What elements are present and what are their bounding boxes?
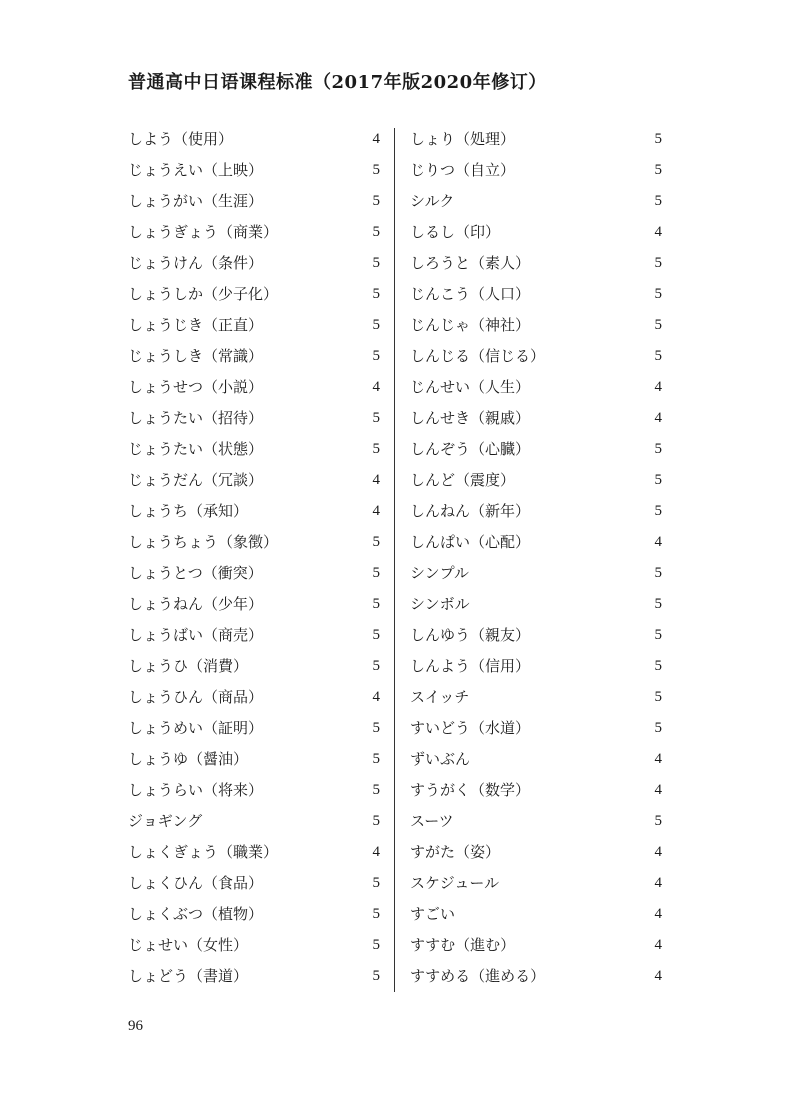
- vocab-row: [128, 527, 380, 558]
- vocab-row: [410, 837, 662, 868]
- vocab-row: [410, 713, 662, 744]
- vocab-term: すいどう（水道）: [410, 719, 531, 737]
- vocab-level: 5: [372, 658, 380, 674]
- vocab-row: [410, 248, 662, 279]
- vocab-level: 5: [654, 565, 662, 581]
- vocab-row: [128, 496, 380, 527]
- vocab-level: 4: [654, 410, 662, 426]
- vocab-level: 5: [372, 255, 380, 271]
- vocab-term: しるし（印）: [410, 223, 501, 241]
- vocab-term: しょうひん（商品）: [128, 688, 264, 706]
- vocab-level: 4: [654, 937, 662, 953]
- vocab-level: 4: [654, 844, 662, 860]
- vocab-level: 5: [372, 906, 380, 922]
- vocab-level: 4: [372, 689, 380, 705]
- vocab-term: しんせき（親戚）: [410, 409, 531, 427]
- vocab-term: しょくひん（食品）: [128, 874, 264, 892]
- vocab-row: [410, 527, 662, 558]
- vocab-level: 4: [372, 844, 380, 860]
- vocab-term: すごい: [410, 905, 456, 923]
- vocab-row: [128, 341, 380, 372]
- vocab-level: 5: [654, 658, 662, 674]
- vocab-row: [128, 558, 380, 589]
- vocab-term: すがた（姿）: [410, 843, 501, 861]
- vocab-row: [128, 589, 380, 620]
- vocab-term: しょうゆ（醤油）: [128, 750, 249, 768]
- vocab-term: すすめる（進める）: [410, 967, 546, 985]
- vocab-term: しょくぎょう（職業）: [128, 843, 279, 861]
- vocab-level: 5: [654, 286, 662, 302]
- vocab-level: 4: [654, 751, 662, 767]
- vocab-term: しょうばい（商売）: [128, 626, 264, 644]
- vocab-term: すうがく（数学）: [410, 781, 531, 799]
- vocab-row: [410, 961, 662, 992]
- vocab-level: 5: [372, 968, 380, 984]
- page-number: 96: [128, 1018, 143, 1034]
- vocab-level: 5: [654, 162, 662, 178]
- vocab-level: 5: [372, 720, 380, 736]
- vocab-level: 4: [654, 534, 662, 550]
- vocab-row: [410, 310, 662, 341]
- vocab-level: 5: [372, 286, 380, 302]
- vocab-level: 5: [372, 348, 380, 364]
- vocab-row: [128, 465, 380, 496]
- vocab-level: 4: [372, 503, 380, 519]
- vocab-level: 5: [654, 813, 662, 829]
- vocab-row: [410, 403, 662, 434]
- vocab-row: [410, 620, 662, 651]
- vocab-row: [128, 217, 380, 248]
- vocab-row: [410, 651, 662, 682]
- vocab-level: 5: [654, 503, 662, 519]
- vocab-level: 5: [654, 348, 662, 364]
- vocab-term: シンボル: [410, 595, 470, 613]
- vocab-row: [410, 744, 662, 775]
- vocab-level: 5: [372, 441, 380, 457]
- vocab-term: じょうだん（冗談）: [128, 471, 264, 489]
- vocab-row: [128, 806, 380, 837]
- vocab-row: [410, 558, 662, 589]
- vocab-row: [410, 806, 662, 837]
- vocab-term: じんこう（人口）: [410, 285, 531, 303]
- vocab-row: [410, 899, 662, 930]
- vocab-term: しょり（処理）: [410, 130, 516, 148]
- vocab-row: [410, 372, 662, 403]
- vocab-row: [128, 372, 380, 403]
- vocab-term: しんねん（新年）: [410, 502, 531, 520]
- vocab-level: 4: [372, 472, 380, 488]
- vocab-level: 5: [654, 472, 662, 488]
- vocab-term: シルク: [410, 192, 455, 210]
- vocab-level: 5: [372, 534, 380, 550]
- vocab-level: 4: [372, 131, 380, 147]
- vocab-row: [128, 248, 380, 279]
- vocab-term: じりつ（自立）: [410, 161, 516, 179]
- vocab-level: 5: [372, 751, 380, 767]
- vocab-term: スイッチ: [410, 688, 470, 706]
- vocab-row: [410, 589, 662, 620]
- vocab-level: 4: [654, 968, 662, 984]
- vocab-row: [128, 961, 380, 992]
- vocab-level: 4: [654, 224, 662, 240]
- vocab-term: しょくぶつ（植物）: [128, 905, 264, 923]
- vocab-level: 4: [654, 906, 662, 922]
- vocab-level: 5: [372, 813, 380, 829]
- vocabulary-table: [128, 124, 662, 992]
- vocab-term: しろうと（素人）: [410, 254, 531, 272]
- vocab-row: [128, 124, 380, 155]
- vocab-term: ずいぶん: [410, 750, 471, 768]
- vocab-row: [128, 403, 380, 434]
- vocab-row: [410, 155, 662, 186]
- vocab-term: じょうえい（上映）: [128, 161, 264, 179]
- vocab-term: しょうせつ（小説）: [128, 378, 264, 396]
- vocab-term: しょうちょう（象徴）: [128, 533, 279, 551]
- vocab-level: 5: [372, 875, 380, 891]
- vocab-level: 5: [654, 689, 662, 705]
- vocab-row: [128, 279, 380, 310]
- vocab-level: 5: [372, 224, 380, 240]
- vocab-row: [128, 775, 380, 806]
- vocab-level: 5: [654, 131, 662, 147]
- page-title: 普通高中日语课程标准（2017年版2020年修订）: [128, 72, 547, 93]
- vocab-term: じょせい（女性）: [128, 936, 249, 954]
- vocab-term: しんよう（信用）: [410, 657, 531, 675]
- vocab-level: 4: [654, 782, 662, 798]
- vocab-row: [410, 930, 662, 961]
- vocab-level: 5: [372, 782, 380, 798]
- vocab-term: しんど（震度）: [410, 471, 516, 489]
- vocab-row: [128, 713, 380, 744]
- vocab-row: [128, 651, 380, 682]
- vocab-level: 5: [654, 720, 662, 736]
- vocab-term: しょうぎょう（商業）: [128, 223, 279, 241]
- vocab-term: シンプル: [410, 564, 470, 582]
- vocab-row: [410, 682, 662, 713]
- vocab-level: 4: [654, 379, 662, 395]
- vocab-term: すすむ（進む）: [410, 936, 516, 954]
- vocab-term: しよう（使用）: [128, 130, 234, 148]
- vocab-term: しょどう（書道）: [128, 967, 249, 985]
- vocab-term: しょうち（承知）: [128, 502, 249, 520]
- vocab-level: 5: [654, 596, 662, 612]
- vocab-level: 5: [372, 565, 380, 581]
- vocab-row: [410, 465, 662, 496]
- vocab-term: しょうしか（少子化）: [128, 285, 279, 303]
- vocab-row: [128, 620, 380, 651]
- vocab-term: しんぞう（心臓）: [410, 440, 531, 458]
- vocab-level: 5: [372, 937, 380, 953]
- vocab-term: じんじゃ（神社）: [410, 316, 531, 334]
- right-column: [410, 124, 662, 992]
- vocab-row: [410, 124, 662, 155]
- vocab-level: 5: [654, 317, 662, 333]
- vocab-term: しんゆう（親友）: [410, 626, 531, 644]
- column-divider: [394, 128, 395, 992]
- vocab-row: [128, 155, 380, 186]
- vocab-term: ジョギング: [128, 812, 203, 830]
- vocab-row: [128, 186, 380, 217]
- vocab-level: 5: [654, 627, 662, 643]
- vocab-row: [128, 310, 380, 341]
- vocab-term: しょうひ（消費）: [128, 657, 249, 675]
- vocab-row: [410, 279, 662, 310]
- vocab-term: しょうがい（生涯）: [128, 192, 264, 210]
- vocab-term: じょうけん（条件）: [128, 254, 264, 272]
- vocab-row: [410, 434, 662, 465]
- vocab-level: 5: [372, 317, 380, 333]
- vocab-level: 4: [654, 875, 662, 891]
- vocab-row: [128, 682, 380, 713]
- vocab-row: [128, 868, 380, 899]
- vocab-row: [128, 899, 380, 930]
- vocab-level: 5: [654, 441, 662, 457]
- vocab-term: じょうしき（常識）: [128, 347, 264, 365]
- vocab-row: [128, 837, 380, 868]
- vocab-term: しょうねん（少年）: [128, 595, 264, 613]
- vocab-term: しんじる（信じる）: [410, 347, 546, 365]
- vocab-row: [410, 868, 662, 899]
- vocab-term: じょうたい（状態）: [128, 440, 264, 458]
- vocab-term: スケジュール: [410, 874, 500, 892]
- vocab-term: しんぱい（心配）: [410, 533, 531, 551]
- vocab-row: [128, 744, 380, 775]
- vocab-level: 5: [372, 193, 380, 209]
- vocab-row: [128, 930, 380, 961]
- vocab-row: [410, 186, 662, 217]
- vocab-row: [410, 775, 662, 806]
- vocab-term: スーツ: [410, 812, 454, 830]
- vocab-row: [410, 496, 662, 527]
- vocab-level: 5: [372, 596, 380, 612]
- vocab-level: 5: [372, 627, 380, 643]
- vocab-term: しょうらい（将来）: [128, 781, 264, 799]
- vocab-term: しょうじき（正直）: [128, 316, 264, 334]
- vocab-term: しょうたい（招待）: [128, 409, 264, 427]
- vocab-level: 4: [372, 379, 380, 395]
- vocab-term: しょうめい（証明）: [128, 719, 264, 737]
- left-column: [128, 124, 380, 992]
- vocab-term: しょうとつ（衝突）: [128, 564, 263, 582]
- vocab-level: 5: [372, 410, 380, 426]
- vocab-level: 5: [372, 162, 380, 178]
- vocab-row: [410, 341, 662, 372]
- vocab-level: 5: [654, 255, 662, 271]
- vocab-term: じんせい（人生）: [410, 378, 531, 396]
- vocab-row: [410, 217, 662, 248]
- vocab-level: 5: [654, 193, 662, 209]
- vocab-row: [128, 434, 380, 465]
